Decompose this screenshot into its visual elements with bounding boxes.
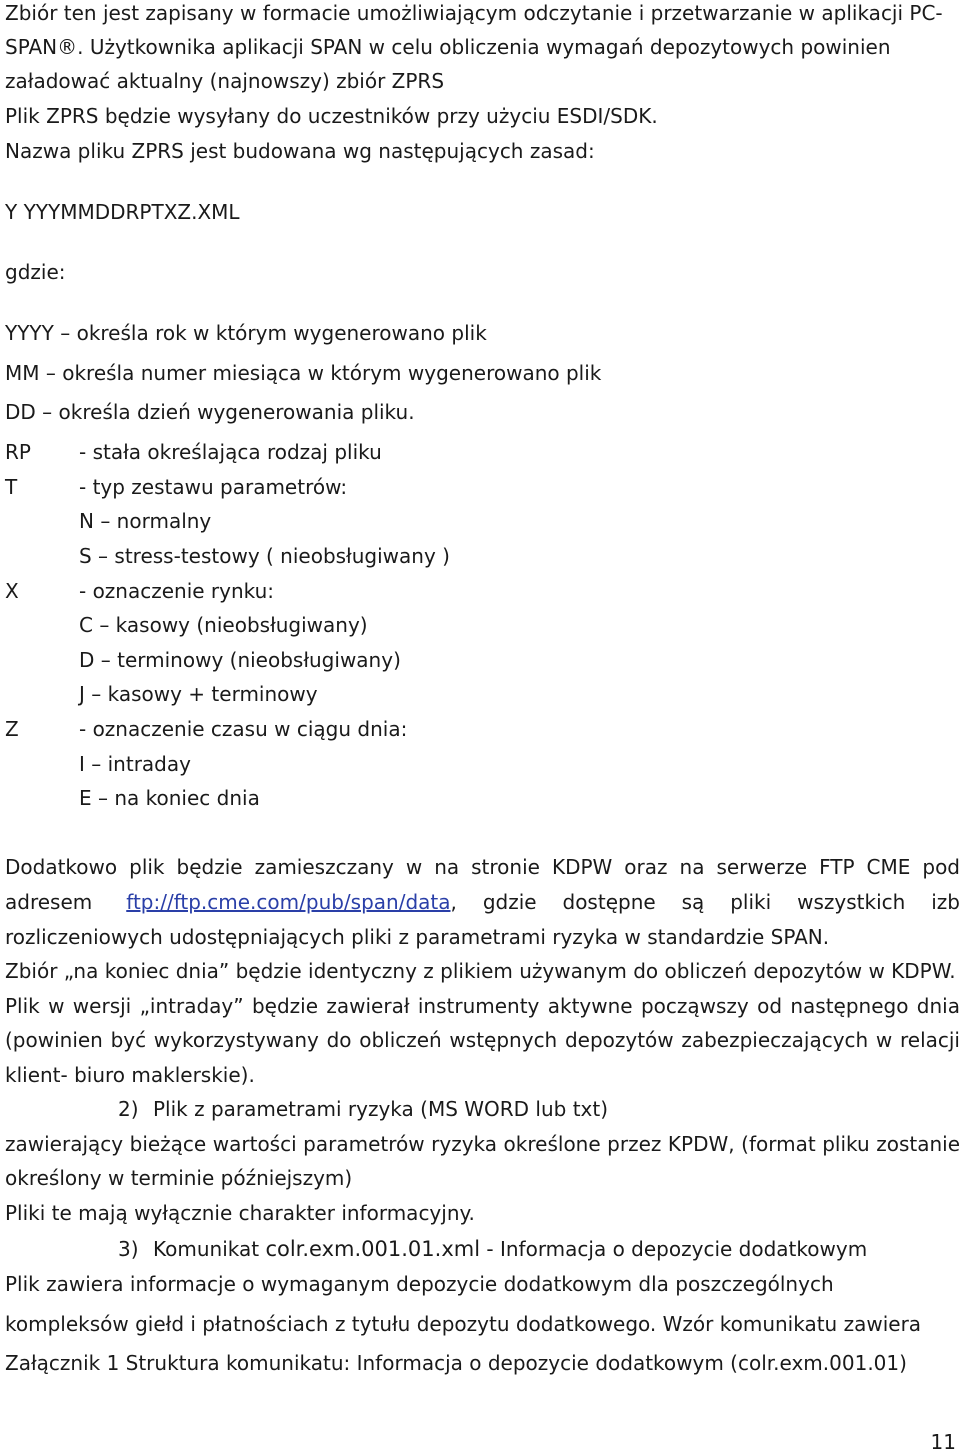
item-3-line-3: Załącznik 1 Struktura komunikatu: Informacja o depozycie dodatkowym (colr.exm.001.01)	[5, 1351, 907, 1375]
body-paragraph-1-line-1: Dodatkowo plik będzie zamieszczany w na stronie KDPW oraz na serwerze FTP CME pod	[5, 855, 960, 879]
item-3-line-1: Plik zawiera informacje o wymaganym depozycie dodatkowym dla poszczególnych	[5, 1272, 834, 1296]
body-paragraph-1-line-2	[5, 889, 960, 915]
body-paragraph-3-line-2: (powinien być wykorzystywany do obliczeń wstępnych depozytów zabezpieczających w relacji	[5, 1028, 960, 1052]
address-label: adresem	[5, 890, 93, 914]
intro-line-5: Nazwa pliku ZPRS jest budowana wg następujących zasad:	[5, 139, 595, 163]
item-3-line-2: kompleksów giełd i płatnościach z tytułu depozytu dodatkowego. Wzór komunikatu zawiera	[5, 1312, 922, 1336]
item-3-number: 3)	[118, 1237, 139, 1261]
intro-line-3: załadować aktualny (najnowszy) zbiór ZPRS	[5, 69, 445, 93]
address-description: , gdzie dostępne są pliki wszystkich izb	[450, 890, 960, 914]
code-z-option-end-of-day: E – na koniec dnia	[79, 786, 260, 810]
body-paragraph-3-line-3: klient- biuro maklerskie).	[5, 1063, 255, 1087]
code-rp-term: RP	[5, 440, 31, 464]
body-paragraph-1-line-3: rozliczeniowych udostępniających pliki z parametrami ryzyka w standardzie SPAN.	[5, 925, 830, 949]
code-z-definition: - oznaczenie czasu w ciągu dnia:	[79, 717, 408, 741]
item-3-title	[153, 1236, 867, 1262]
page-number: 11	[930, 1430, 956, 1454]
item-2-line-1: zawierający bieżące wartości parametrów ryzyka określone przez KPDW, (format pliku zostanie	[5, 1132, 960, 1156]
code-z-term: Z	[5, 717, 19, 741]
code-x-definition: - oznaczenie rynku:	[79, 579, 275, 603]
code-x-option-derivatives: D – terminowy (nieobsługiwany)	[79, 648, 401, 672]
code-t-option-normal: N – normalny	[79, 509, 212, 533]
item-3-message-code: colr.exm.001.01.xml	[265, 1237, 481, 1261]
body-paragraph-2: Zbiór „na koniec dnia” będzie identyczny z plikiem używanym do obliczeń depozytów w KDPW.	[5, 959, 956, 983]
filename-pattern: Y YYYMMDDRPTXZ.XML	[5, 200, 240, 224]
code-x-option-cash: C – kasowy (nieobsługiwany)	[79, 613, 368, 637]
date-part-year: YYYY – określa rok w którym wygenerowano plik	[5, 321, 487, 345]
code-rp-definition: - stała określająca rodzaj pliku	[79, 440, 382, 464]
intro-line-2: SPAN®. Użytkownika aplikacji SPAN w celu obliczenia wymagań depozytowych powinien	[5, 35, 891, 59]
code-t-term: T	[5, 475, 18, 499]
item-2-title: Plik z parametrami ryzyka (MS WORD lub txt)	[153, 1097, 609, 1121]
item-3-title-prefix: Komunikat	[153, 1237, 266, 1261]
date-part-month: MM – określa numer miesiąca w którym wygenerowano plik	[5, 361, 602, 385]
item-2-number: 2)	[118, 1097, 139, 1121]
intro-line-4: Plik ZPRS będzie wysyłany do uczestników przy użyciu ESDI/SDK.	[5, 104, 658, 128]
where-label: gdzie:	[5, 260, 66, 284]
item-3-title-suffix: - Informacja o depozycie dodatkowym	[480, 1237, 868, 1261]
intro-line-1: Zbiór ten jest zapisany w formacie umożliwiającym odczytanie i przetwarzanie w aplikacji PC-	[5, 1, 943, 25]
date-part-day: DD – określa dzień wygenerowania pliku.	[5, 400, 415, 424]
code-z-option-intraday: I – intraday	[79, 752, 191, 776]
code-x-option-combined: J – kasowy + terminowy	[79, 682, 318, 706]
code-t-option-stress: S – stress-testowy ( nieobsługiwany )	[79, 544, 450, 568]
body-paragraph-3-line-1: Plik w wersji „intraday” będzie zawierał instrumenty aktywne począwszy od następnego dnia	[5, 994, 960, 1018]
item-2-line-3: Pliki te mają wyłącznie charakter informacyjny.	[5, 1201, 475, 1225]
item-2-line-2: określony w terminie późniejszym)	[5, 1166, 353, 1190]
code-x-term: X	[5, 579, 19, 603]
ftp-link[interactable]: ftp://ftp.cme.com/pub/span/data	[126, 890, 451, 914]
code-t-definition: - typ zestawu parametrów:	[79, 475, 348, 499]
